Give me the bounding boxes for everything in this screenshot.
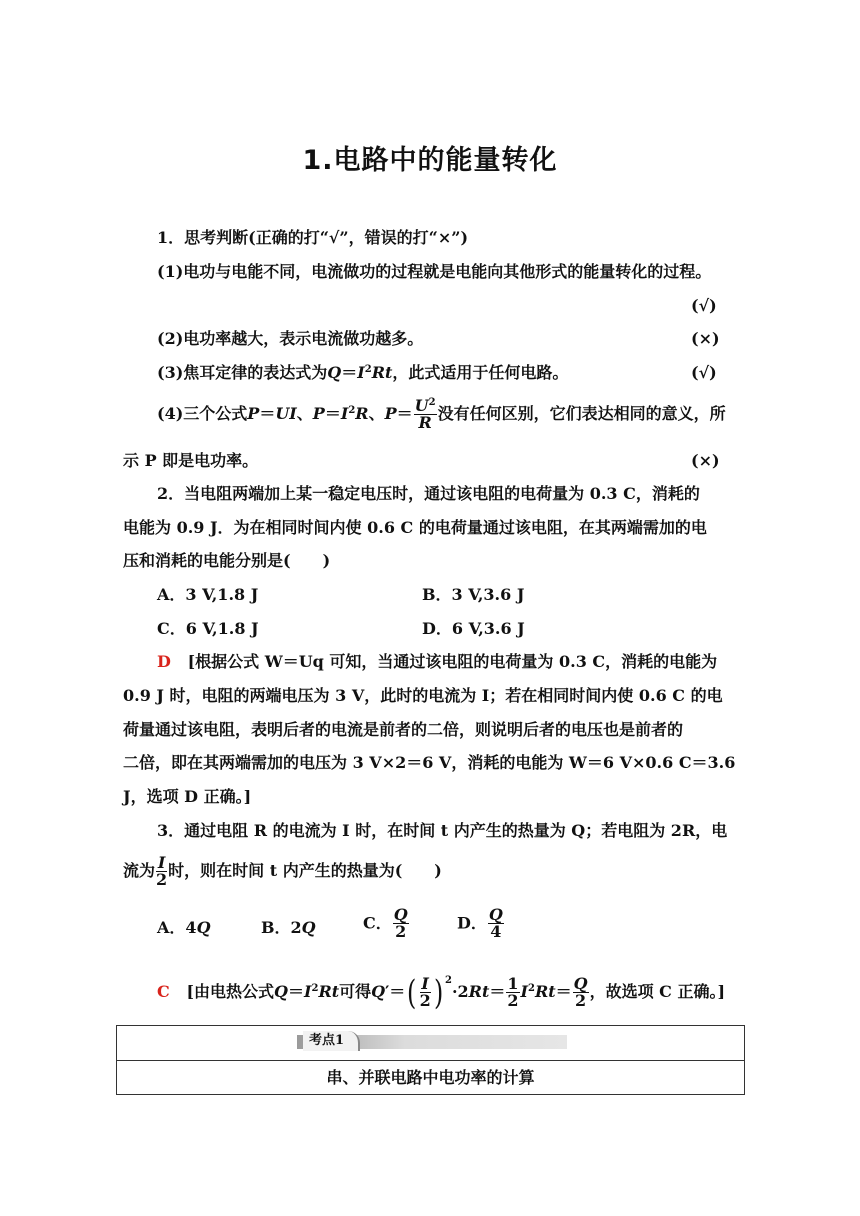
q1-item4	[157, 397, 726, 431]
q3-answer: C	[157, 982, 170, 1001]
q1-item4-suffix: 没有任何区别，它们表达相同的意义，所	[437, 404, 726, 423]
q3-option-d: D． $\frac{Q}{4}$	[457, 905, 503, 941]
section-heading: 串、并联电路中电功率的计算	[326, 1068, 535, 1087]
q3-line2	[123, 853, 442, 889]
q1-item3-mark: (√)	[691, 363, 717, 382]
q3-option-c: C． $\frac{Q}{2}$	[363, 905, 408, 941]
q3-explanation	[157, 972, 725, 1012]
q2-expl1: [根据公式 W＝Uq 可知，当通过该电阻的电荷量为 0.3 C，消耗的电能为	[187, 652, 718, 671]
q1-item2: (2)电功率越大，表示电流做功越多。	[157, 329, 424, 348]
q2-option-a: A．3 V,1.8 J	[157, 585, 259, 604]
q1-item4-mark: (×)	[691, 451, 720, 470]
fraction-i-over-2: $\frac{I}{2}$	[156, 853, 168, 889]
q2-option-c: C．6 V,1.8 J	[157, 619, 259, 638]
q2-option-d: D．6 V,3.6 J	[422, 619, 525, 638]
q2-explanation-line3: 荷量通过该电阻，表明后者的电流是前者的二倍，则说明后者的电压也是前者的	[123, 720, 684, 739]
q1-item3-suffix: ，此式适用于任何电路。	[392, 363, 569, 382]
q3-formula-2: Q′＝( $\frac{I}{2}$ ) $^2$·2Rt＝ $\frac{1}{2}$ $I^2Rt=$ $\frac{Q}{2}$	[371, 972, 588, 1013]
q2-explanation-line2: 0.9 J 时，电阻的两端电压为 3 V，此时的电流为 I；若在相同时间内使 0.6 C 的电	[123, 686, 723, 705]
q2-line1: 2．当电阻两端加上某一稳定电压时，通过该电阻的电荷量为 0.3 C，消耗的	[157, 484, 700, 503]
q1-item1-mark: (√)	[691, 296, 717, 315]
joule-law-formula: $Q=I^2Rt$	[327, 363, 393, 382]
page-title: 1.电路中的能量转化	[302, 145, 558, 176]
q3-expl-mid: 可得	[339, 982, 372, 1001]
q3-option-a: A．4Q	[157, 918, 211, 937]
q1-item3-prefix: (3)焦耳定律的表达式为	[157, 363, 328, 382]
q1-item2-mark: (×)	[691, 329, 720, 348]
q2-line3: 压和消耗的电能分别是( )	[123, 551, 331, 570]
q3-line2-suffix: 时，则在时间 t 内产生的热量为( )	[168, 861, 442, 880]
q2-line2: 电能为 0.9 J．为在相同时间内使 0.6 C 的电荷量通过该电阻，在其两端需加的电	[123, 518, 707, 537]
q2-explanation-line1	[157, 651, 717, 673]
q2-explanation-line4: 二倍，即在其两端需加的电压为 3 V×2＝6 V，消耗的电能为 W＝6 V×0.6 C＝3.6	[123, 753, 736, 772]
q1-item3	[157, 362, 568, 384]
q2-explanation-line5: J，选项 D 正确。]	[123, 787, 252, 806]
q1-item4-prefix: (4)三个公式	[157, 404, 248, 423]
q3-line1: 3．通过电阻 R 的电流为 I 时，在时间 t 内产生的热量为 Q；若电阻为 2R，电	[157, 821, 728, 840]
section-tag: 考点1	[303, 1031, 360, 1051]
q2-option-b: B．3 V,3.6 J	[422, 585, 525, 604]
q1-item1: (1)电功与电能不同，电流做功的过程就是电能向其他形式的能量转化的过程。	[157, 262, 712, 281]
q3-expl-suffix: ，故选项 C 正确。]	[589, 982, 726, 1001]
q3-expl-prefix: [由电热公式	[186, 982, 275, 1001]
q2-answer: D	[157, 652, 171, 671]
section-box	[116, 1025, 745, 1095]
q3-option-b: B．2Q	[261, 918, 316, 937]
q1-item4-line2: 示 P 即是电功率。	[123, 451, 259, 470]
q1-intro: 1．思考判断(正确的打“√”，错误的打“×”)	[157, 228, 469, 247]
q3-formula-1: $Q=I^2Rt$	[274, 982, 340, 1001]
power-formulas: P＝UI、$P=I^2R$、P＝ $\frac{U^2}{R}$	[247, 396, 436, 432]
q3-line2-prefix: 流为	[123, 861, 156, 880]
